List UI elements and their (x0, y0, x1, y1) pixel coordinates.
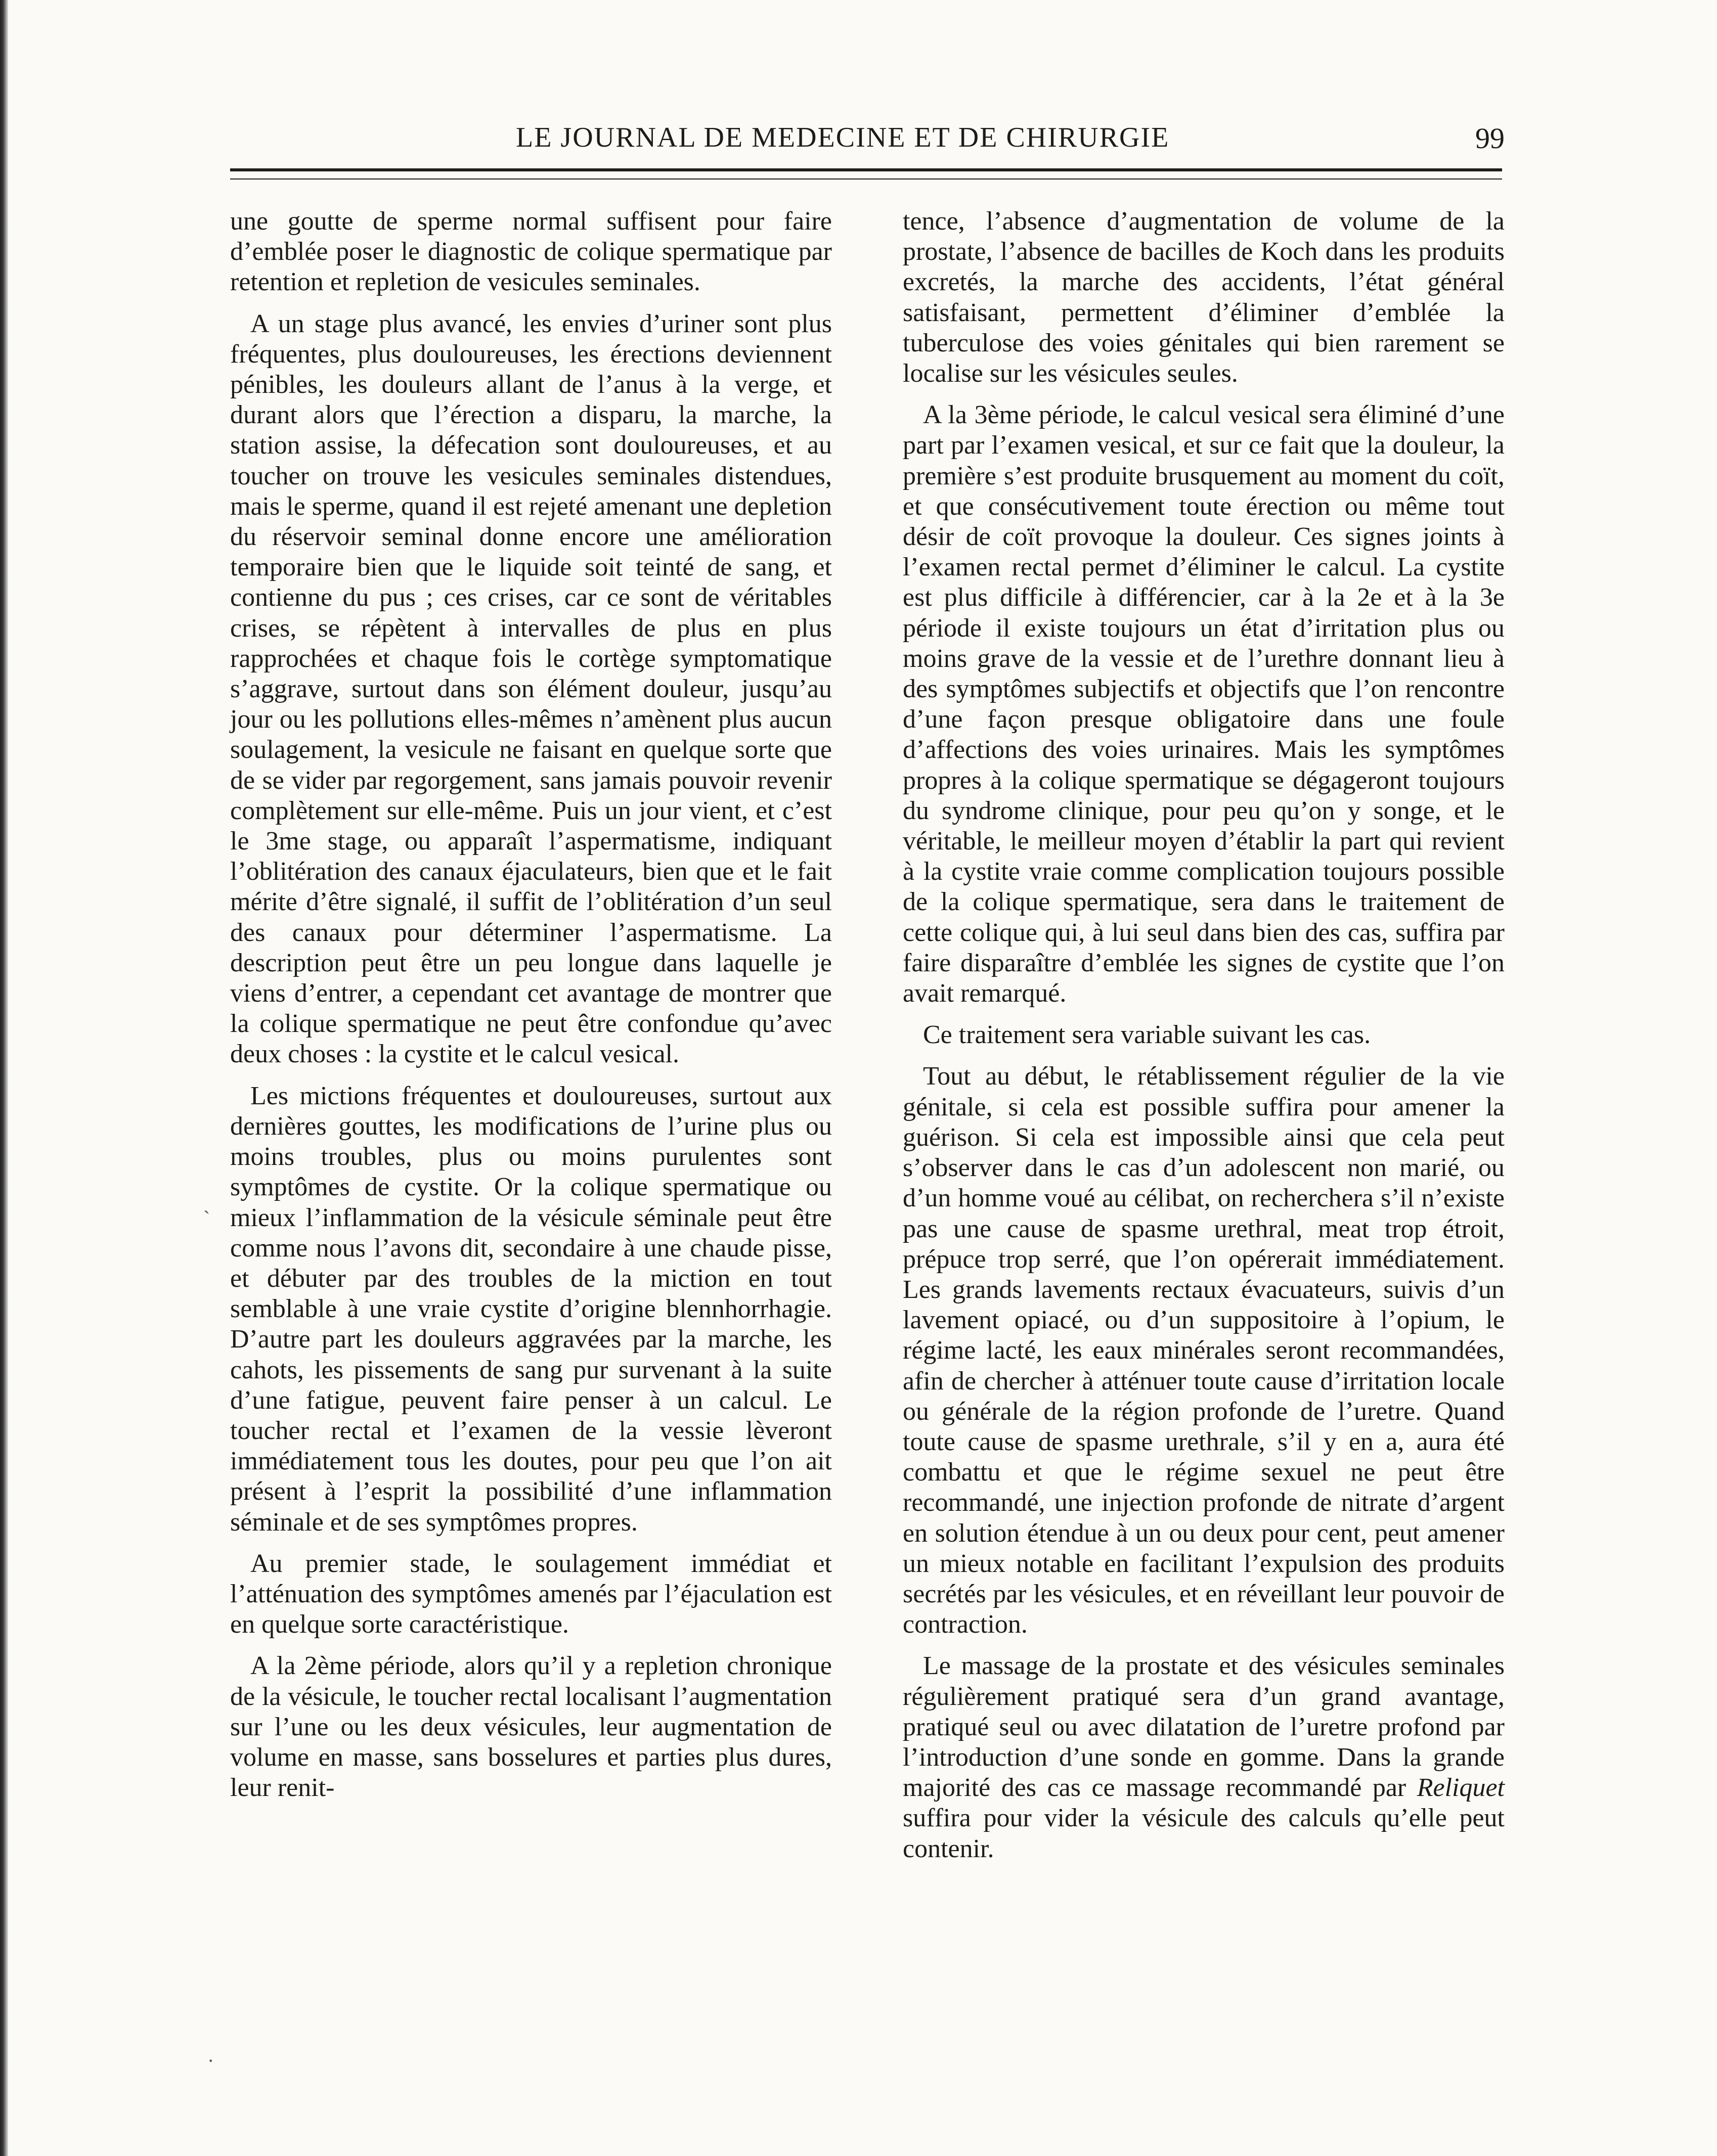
paragraph: une goutte de sperme normal suffisent pour faire d’emblée poser le diagnostic de colique spermatique par retention et repletion de vesicules seminales. (230, 207, 832, 297)
header-rule-thin (230, 178, 1502, 179)
stray-mark: ˏ (203, 1191, 210, 1214)
header-rule (230, 168, 1502, 171)
running-head (220, 117, 1505, 163)
journal-title: LE JOURNAL DE MEDECINE ET DE CHIRURGIE (516, 122, 1170, 153)
paragraph: Ce traitement sera variable suivant les cas. (923, 1020, 1371, 1050)
left-column (230, 206, 832, 1814)
paragraph: A un stage plus avancé, les envies d’uriner sont plus fréquentes, plus douloureuses, les érections deviennent pénibles, les douleurs allant de l’anus à la verge, et durant alors que l’érection a disparu, la marche, la station assise, la défecation sont douloureuses, et au toucher on trouve les vesicules seminales distendues, mais le sperme, quand il est rejeté amenant une depletion du réservoir seminal donne encore une amélioration temporaire bien que le liquide soit teinté de sang, et contienne du pus ; ces crises, car ce sont de véritables crises, se répètent à intervalles de plus en plus rapprochées et chaque fois le cortège symptomatique s’aggrave, surtout dans son élément douleur, jusqu’au jour ou les pollutions elles-mêmes n’amènent plus aucun soulagement, la vesicule ne faisant en quelque sorte que de se vider par regorgement, sans jamais pouvoir revenir complètement sur elle-même. Puis un jour vient, et c’est le 3me stage, ou apparaît l’aspermatisme, indiquant l’oblitération des canaux éjaculateurs, bien que et le fait mérite d’être signalé, il suffit de l’oblitération d’un seul des canaux pour déterminer l’aspermatisme. La description peut être un peu longue dans laquelle je viens d’entrer, a cependant cet avantage de montrer que la colique spermatique ne peut être confondue qu’avec deux choses : la cystite et le calcul vesical. (230, 309, 832, 1069)
scan-edge (0, 0, 8, 2156)
page-number: 99 (1475, 122, 1505, 155)
paragraph-text: suffira pour vider la vésicule des calculs qu’elle peut contenir. (903, 1804, 1505, 1863)
stray-mark: · (207, 2049, 214, 2072)
right-column (903, 206, 1505, 1875)
paragraph: A la 2ème période, alors qu’il y a repletion chronique de la vésicule, le toucher rectal localisant l’augmentation sur l’une ou les deux vésicules, leur augmentation de volume en masse, sans bosselures et parties plus dures, leur renit- (230, 1651, 832, 1803)
author-name: Reliquet (1417, 1773, 1505, 1803)
paragraph-text: Le massage de la prostate et des vésicules seminales régulièrement pratiqué sera d’un grand avantage, pratiqué seul ou avec dilatation de l’uretre profond par l’introduction d’une sonde en gomme. Dans la grande majorité des cas ce massage recommandé par (903, 1651, 1505, 1803)
paragraph: Au premier stade, le soulagement immédiat et l’atténuation des symptômes amenés par l’éjaculation est en quelque sorte caractéristique. (230, 1549, 832, 1639)
paragraph: Les mictions fréquentes et douloureuses, surtout aux dernières gouttes, les modifications de l’urine plus ou moins troubles, plus ou moins purulentes sont symptômes de cystite. Or la colique spermatique ou mieux l’inflammation de la vésicule séminale peut être comme nous l’avons dit, secondaire à une chaude pisse, et débuter par des troubles de la miction en tout semblable à une vraie cystite d’origine blennhorrhagie. D’autre part les douleurs aggravées par la marche, les cahots, les pissements de sang pur survenant à la suite d’une fatigue, peuvent faire penser à un calcul. Le toucher rectal et l’examen de la vessie lèveront immédiatement tous les doutes, pour peu que l’on ait présent à l’esprit la possibilité d’une inflammation séminale et de ses symptômes propres. (230, 1081, 832, 1537)
paragraph: A la 3ème période, le calcul vesical sera éliminé d’une part par l’examen vesical, et sur ce fait que la douleur, la première s’est produite brusquement au moment du coït, et que consécutivement toute érection ou même tout désir de coït provoque la douleur. Ces signes joints à l’examen rectal permet d’éliminer le calcul. La cystite est plus difficile à différencier, car à la 2e et à la 3e période il existe toujours un état d’irritation plus ou moins grave de la vessie et de l’urethre donnant lieu à des symptômes subjectifs et objectifs que l’on rencontre d’une façon presque obligatoire dans une foule d’affections des voies urinaires. Mais les symptômes propres à la colique spermatique se dégageront toujours du syndrome clinique, pour peu qu’on y songe, et le véritable, le meilleur moyen d’établir la part qui revient à la cystite vraie comme complication toujours possible de la colique spermatique, sera dans le traitement de cette colique qui, à lui seul dans bien des cas, suffira par faire disparaître d’emblée les signes de cystite que l’on avait remarqué. (903, 400, 1505, 1008)
paragraph: Tout au début, le rétablissement régulier de la vie génitale, si cela est possible suffira pour amener la guérison. Si cela est impossible ainsi que cela peut s’observer dans le cas d’un adolescent non marié, ou d’un homme voué au célibat, on recherchera s’il n’existe pas une cause de spasme urethral, meat trop étroit, prépuce trop serré, que l’on opérerait immédiatement. Les grands lavements rectaux évacuateurs, suivis d’un lavement opiacé, ou d’un suppositoire à l’opium, le régime lacté, les eaux minérales seront recommandées, afin de chercher à atténuer toute cause d’irritation locale ou générale de la région profonde de l’uretre. Quand toute cause de spasme urethrale, s’il y en a, aura été combattu et que le régime sexuel ne peut être recommandé, une injection profonde de nitrate d’argent en solution étendue à un ou deux pour cent, peut amener un mieux notable en facilitant l’expulsion des produits secrétés par les vésicules, et en réveillant leur pouvoir de contraction. (903, 1062, 1505, 1639)
paragraph (903, 1651, 1505, 1864)
paragraph: tence, l’absence d’augmentation de volume de la prostate, l’absence de bacilles de Koch dans les produits excretés, la marche des accidents, l’état général satisfaisant, permettent d’éliminer d’emblée la tuberculose des voies génitales qui bien rarement se localise sur les vésicules seules. (903, 207, 1505, 388)
